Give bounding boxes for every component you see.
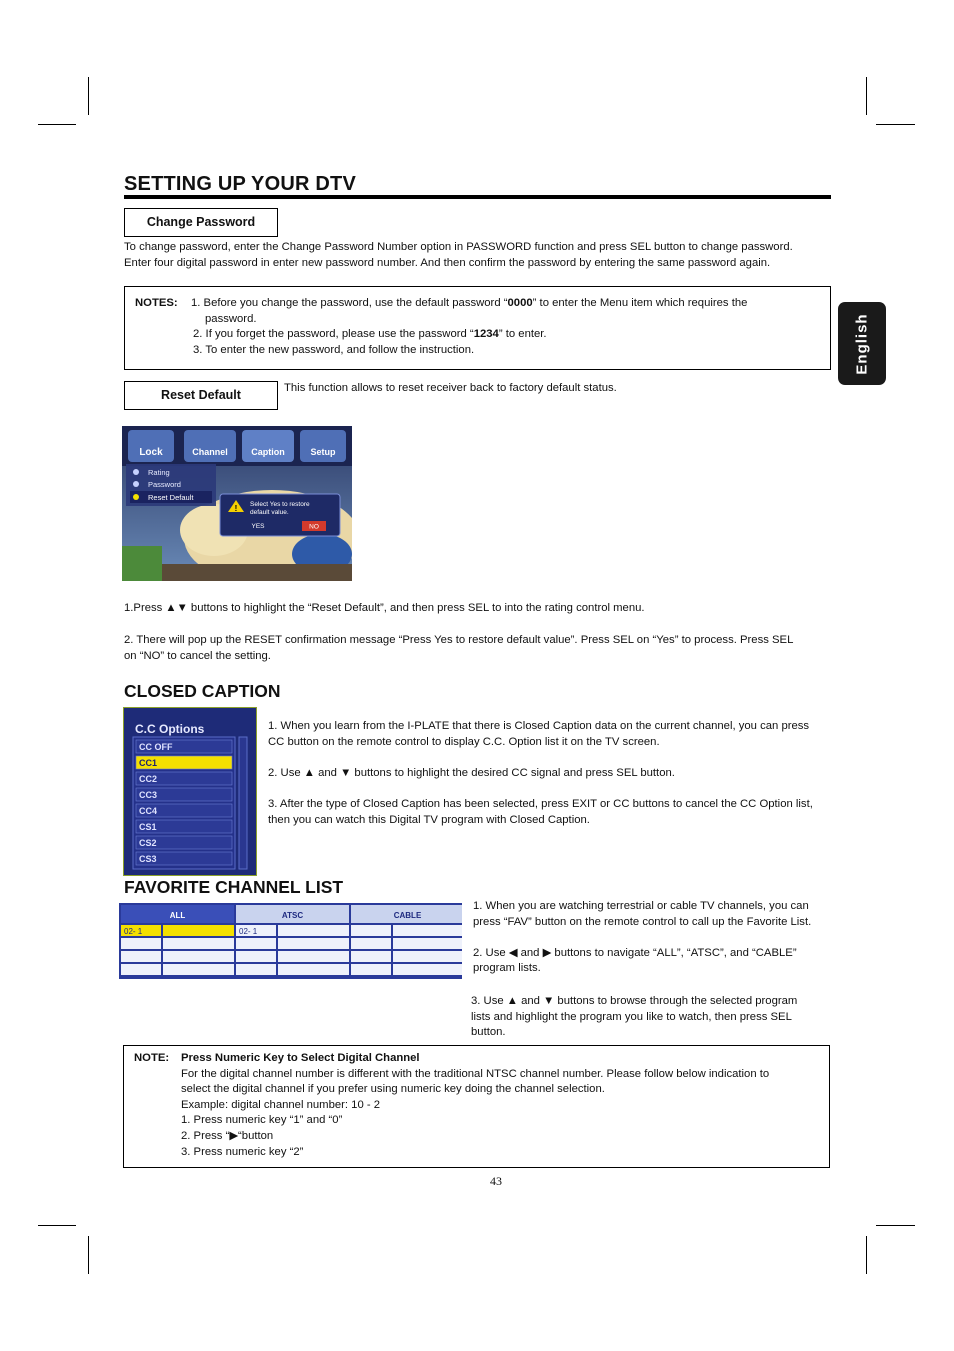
cc-text bbox=[268, 719, 838, 828]
note-title: Press Numeric Key to Select Digital Channel bbox=[181, 1052, 420, 1064]
svg-text:Setup: Setup bbox=[310, 447, 336, 457]
notes-box bbox=[124, 286, 831, 370]
svg-text:Password: Password bbox=[148, 480, 181, 489]
yes-button[interactable]: YES bbox=[251, 523, 265, 530]
paragraph: button. bbox=[471, 1026, 506, 1039]
cc-scrollbar[interactable] bbox=[239, 737, 247, 869]
fav-tab-label: ATSC bbox=[281, 911, 304, 920]
paragraph: press “FAV” button on the remote control to call up the Favorite List. bbox=[473, 915, 812, 928]
paragraph: To change password, enter the Change Password Number option in PASSWORD function and press SEL button to change password. bbox=[124, 241, 793, 253]
note-line: For the digital channel number is different with the traditional NTSC channel number. Please follow below indication to bbox=[181, 1067, 770, 1080]
change-password-text bbox=[124, 240, 834, 271]
crop-mark bbox=[38, 124, 76, 125]
reset-default-screenshot bbox=[122, 426, 352, 581]
crop-mark bbox=[88, 1236, 89, 1274]
favorite-text-2 bbox=[471, 994, 831, 1041]
fav-cell[interactable] bbox=[121, 951, 161, 962]
paragraph: CC button on the remote control to display C.C. Option list it on the TV screen. bbox=[268, 735, 660, 748]
fav-cell[interactable] bbox=[351, 938, 391, 949]
note-1-cont: password. bbox=[205, 312, 257, 325]
favorite-text-1 bbox=[473, 899, 833, 977]
fav-entry: 02- 1 bbox=[239, 927, 258, 936]
fav-cell[interactable] bbox=[351, 951, 391, 962]
cc-option-label: CC2 bbox=[139, 774, 158, 784]
fav-cell[interactable] bbox=[393, 964, 462, 975]
paragraph: Enter four digital password in enter new password number. And then confirm the password by entering the same password again. bbox=[124, 256, 771, 269]
fav-cell[interactable] bbox=[278, 951, 349, 962]
fav-cell[interactable] bbox=[163, 925, 234, 936]
fav-cell[interactable] bbox=[236, 964, 276, 975]
title-rule bbox=[124, 195, 831, 199]
paragraph: 1. When you are watching terrestrial or cable TV channels, you can bbox=[473, 900, 809, 912]
paragraph: 3. Use ▲ and ▼ buttons to browse through the selected program bbox=[471, 995, 798, 1007]
paragraph: lists and highlight the program you like to watch, then press SEL bbox=[471, 1010, 792, 1023]
crop-mark bbox=[876, 1225, 915, 1226]
favorite-list-screenshot bbox=[119, 903, 462, 979]
paragraph: program lists. bbox=[473, 962, 541, 975]
paragraph: on “NO” to cancel the setting. bbox=[124, 649, 271, 662]
paragraph: 2. Use ▲ and ▼ buttons to highlight the desired CC signal and press SEL button. bbox=[268, 766, 675, 779]
note-1: 1. Before you change the password, use the default password “0000” to enter the Menu item which requires the bbox=[191, 297, 748, 309]
reset-default-desc: This function allows to reset receiver back to factory default status. bbox=[284, 382, 617, 394]
note-line: 3. Press numeric key “2” bbox=[181, 1145, 304, 1158]
language-tab bbox=[838, 302, 886, 385]
fav-tab-label: ALL bbox=[169, 911, 186, 920]
crop-mark bbox=[866, 1236, 867, 1274]
svg-text:!: ! bbox=[234, 504, 238, 513]
paragraph: 2. There will pop up the RESET confirmation message “Press Yes to restore default value”. Press SEL on “Yes” to process. Press SEL bbox=[124, 634, 794, 646]
tab-caption bbox=[242, 430, 294, 462]
note-line: 2. Press “▶“button bbox=[181, 1129, 274, 1142]
fav-cell[interactable] bbox=[163, 951, 234, 962]
note-3: 3. To enter the new password, and follow the instruction. bbox=[193, 343, 475, 356]
fav-cell[interactable] bbox=[236, 938, 276, 949]
fav-cell[interactable] bbox=[393, 925, 462, 936]
paragraph: then you can watch this Digital TV program with Closed Caption. bbox=[268, 813, 590, 826]
tab-setup bbox=[300, 430, 346, 462]
cc-option-label: CC3 bbox=[139, 790, 158, 800]
cc-option-label: CS3 bbox=[139, 854, 157, 864]
note-label: NOTE: bbox=[134, 1052, 170, 1064]
note-box bbox=[123, 1045, 830, 1168]
svg-text:default value.: default value. bbox=[250, 509, 289, 516]
tab-channel bbox=[184, 430, 236, 462]
reset-step-1: 1.Press ▲▼ buttons to highlight the “Reset Default”, and then press SEL to into the rating control menu. bbox=[124, 602, 645, 614]
svg-text:Reset Default: Reset Default bbox=[148, 493, 194, 502]
svg-text:Channel: Channel bbox=[192, 447, 228, 457]
change-password-label: Change Password bbox=[124, 208, 278, 237]
paragraph: 1. When you learn from the I-PLATE that there is Closed Caption data on the current channel, you can press bbox=[268, 720, 810, 732]
note-line: Example: digital channel number: 10 - 2 bbox=[181, 1098, 381, 1111]
reset-step-2 bbox=[124, 633, 834, 664]
cc-option-label: CC OFF bbox=[139, 742, 173, 752]
notes-content bbox=[191, 296, 821, 358]
svg-text:Select Yes to restore: Select Yes to restore bbox=[250, 501, 310, 508]
cc-options-screenshot bbox=[123, 707, 257, 876]
cc-option-label: CC4 bbox=[139, 806, 158, 816]
favorite-heading: FAVORITE CHANNEL LIST bbox=[124, 877, 344, 897]
fav-entry: 02- 1 bbox=[124, 927, 143, 936]
page-number: 43 bbox=[490, 1174, 502, 1188]
no-button[interactable]: NO bbox=[309, 523, 319, 531]
fav-cell[interactable] bbox=[163, 938, 234, 949]
cc-option-label: CS1 bbox=[139, 822, 157, 832]
fav-tab-label: CABLE bbox=[393, 911, 422, 920]
page-title: SETTING UP YOUR DTV bbox=[124, 173, 356, 195]
fav-cell[interactable] bbox=[163, 964, 234, 975]
fav-cell[interactable] bbox=[393, 951, 462, 962]
cc-option-label: CC1 bbox=[139, 758, 158, 768]
cc-option-label: CS2 bbox=[139, 838, 157, 848]
fav-cell[interactable] bbox=[278, 938, 349, 949]
svg-text:Caption: Caption bbox=[251, 447, 285, 457]
fav-cell[interactable] bbox=[121, 964, 161, 975]
fav-cell[interactable] bbox=[278, 925, 349, 936]
crop-mark bbox=[866, 77, 867, 115]
paragraph: 2. Use ◀ and ▶ buttons to navigate “ALL”, “ATSC”, and “CABLE” bbox=[473, 946, 797, 959]
language-tab-label: English bbox=[853, 312, 871, 375]
svg-text:Lock: Lock bbox=[139, 447, 163, 458]
closed-caption-heading: CLOSED CAPTION bbox=[124, 681, 281, 701]
crop-mark bbox=[38, 1225, 76, 1226]
note-line: 1. Press numeric key “1” and “0” bbox=[181, 1114, 343, 1127]
reset-default-label: Reset Default bbox=[124, 381, 278, 410]
fav-cell[interactable] bbox=[351, 964, 391, 975]
crop-mark bbox=[88, 77, 89, 115]
note-2: 2. If you forget the password, please use the password “1234” to enter. bbox=[193, 328, 547, 341]
fav-cell[interactable] bbox=[351, 925, 391, 936]
svg-text:Rating: Rating bbox=[148, 468, 170, 477]
cc-title: C.C Options bbox=[135, 722, 205, 736]
notes-label: NOTES: bbox=[135, 297, 178, 309]
note-line: select the digital channel if you prefer using numeric key doing the channel selection. bbox=[181, 1083, 605, 1096]
fav-cell[interactable] bbox=[121, 938, 161, 949]
paragraph: 3. After the type of Closed Caption has been selected, press EXIT or CC buttons to cancel the CC Option list, bbox=[268, 797, 813, 810]
fav-cell[interactable] bbox=[393, 938, 462, 949]
note-content bbox=[181, 1051, 821, 1160]
fav-cell[interactable] bbox=[278, 964, 349, 975]
crop-mark bbox=[876, 124, 915, 125]
fav-cell[interactable] bbox=[236, 951, 276, 962]
